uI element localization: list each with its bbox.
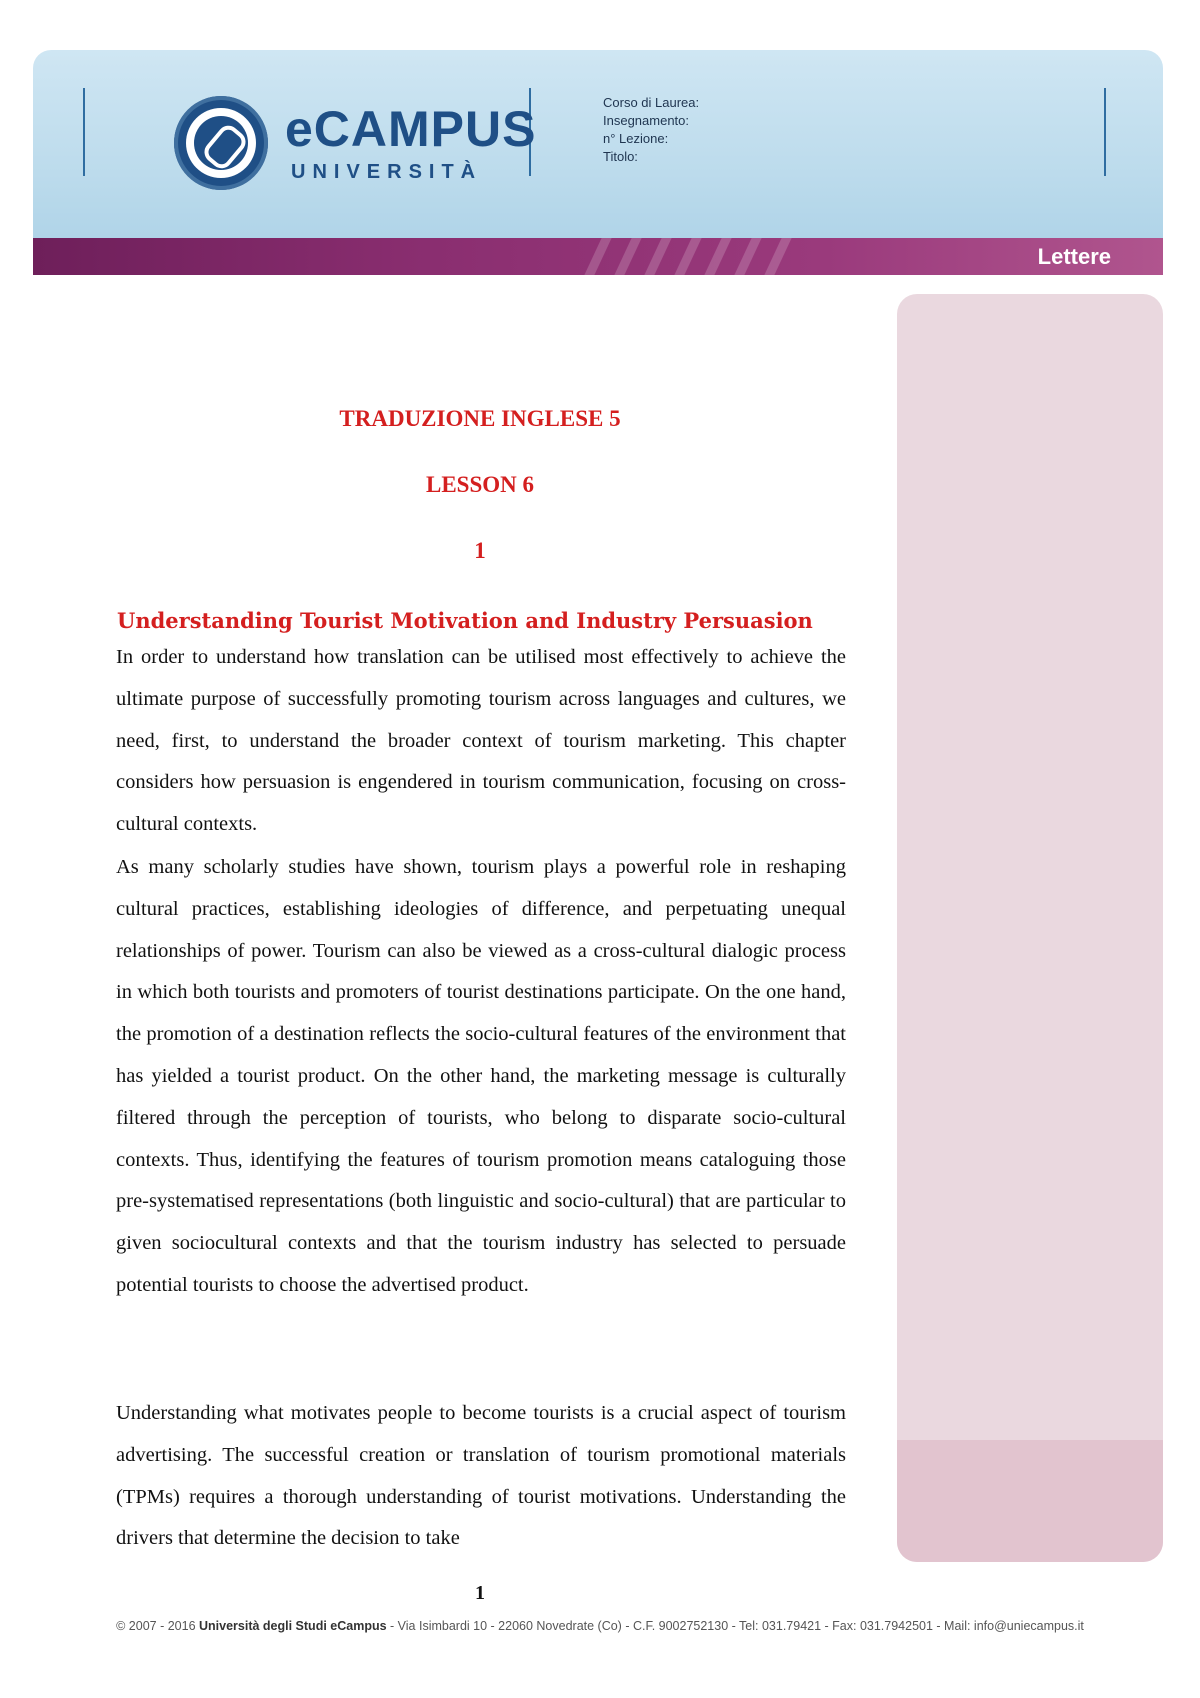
meta-titolo-label: Titolo: bbox=[603, 149, 638, 164]
lesson-part-number: 1 bbox=[474, 538, 486, 563]
paragraph-3: Understanding what motivates people to become tourists is a crucial aspect of tourism advertising. The successful creation or translation of tourism promotional materials (TPMs) requires a thorough understanding of tourist motivations. Understanding the drivers that determine the decision to take bbox=[116, 1402, 846, 1550]
header-divider-left bbox=[83, 88, 85, 176]
footer-copyright bbox=[0, 1620, 1200, 1633]
header-banner bbox=[33, 50, 1163, 275]
footer-details: - Via Isimbardi 10 - 22060 Novedrate (Co) - C.F. 9002752130 - Tel: 031.79421 - Fax: 031.7942501 - Mail: info@uniecampus.it bbox=[386, 1619, 1084, 1633]
logo-subtitle: UNIVERSITÀ bbox=[291, 161, 483, 183]
document-title: TRADUZIONE INGLESE 5 bbox=[339, 406, 621, 431]
meta-corso-label: Corso di Laurea: bbox=[603, 95, 700, 110]
faculty-label: Lettere bbox=[1037, 244, 1111, 269]
footer-prefix: © 2007 - 2016 bbox=[116, 1619, 199, 1633]
page-number: 1 bbox=[475, 1582, 485, 1604]
paragraph-1: In order to understand how translation can be utilised most effectively to achieve the ultimate purpose of successfully promoting tourism across languages and cultures, we need, first, to understand the broader context of tourism marketing. This chapter considers how persuasion is engendered in tourism communication, focusing on cross-cultural contexts. bbox=[116, 646, 846, 836]
paragraph-2: As many scholarly studies have shown, tourism plays a powerful role in reshaping cultural practices, establishing ideologies of difference, and perpetuating unequal relationships of power. Tourism can also be viewed as a cross-cultural dialogic process in which both tourists and promoters of tourist destinations participate. On the one hand, the promotion of a destination reflects the socio-cultural features of the environment that has yielded a tourist product. On the other hand, the marketing message is culturally filtered through the perception of tourists, who belong to disparate socio-cultural contexts. Thus, identifying the features of tourism promotion means cataloguing those pre-systematised representations (both linguistic and socio-cultural) that are particular to given sociocultural contexts and that the tourism industry has selected to persuade potential tourists to choose the advertised product. bbox=[116, 856, 846, 1296]
lesson-number: LESSON 6 bbox=[425, 472, 534, 497]
side-decor-panel-bottom bbox=[897, 1440, 1163, 1562]
ecampus-logo-icon bbox=[174, 96, 268, 190]
header-divider-right bbox=[1104, 88, 1106, 176]
section-heading: Understanding Tourist Motivation and Industry Persuasion bbox=[117, 608, 813, 633]
meta-insegnamento-label: Insegnamento: bbox=[603, 113, 690, 128]
faculty-band bbox=[33, 238, 1163, 275]
footer-university: Università degli Studi eCampus bbox=[199, 1619, 387, 1633]
meta-lezione-label: n° Lezione: bbox=[603, 131, 669, 146]
logo-wordmark: eCAMPUS bbox=[285, 101, 537, 157]
